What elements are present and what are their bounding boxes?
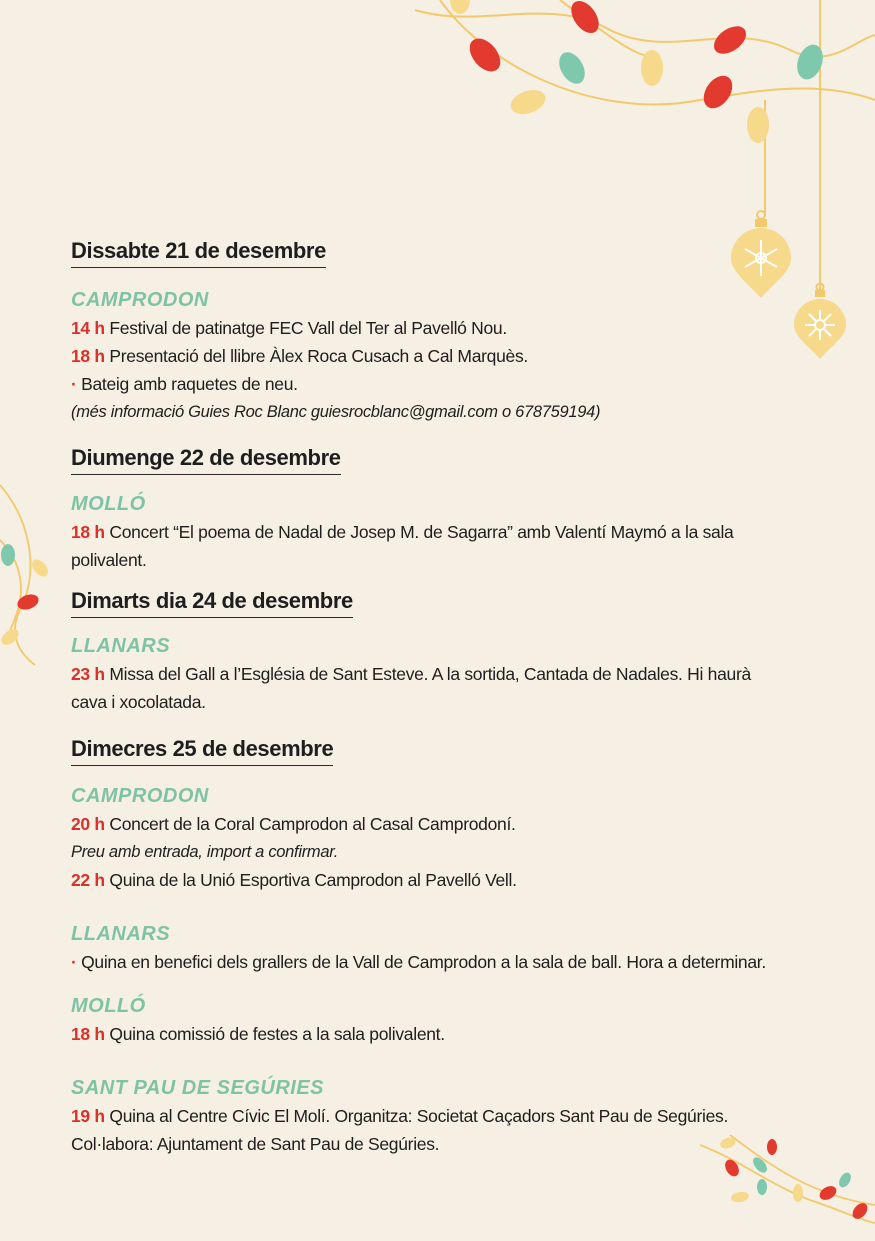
event-continuation: cava i xocolatada.: [71, 692, 206, 712]
event-text: Concert “El poema de Nadal de Josep M. de Sagarra” amb Valentí Maymó a la sala: [109, 522, 734, 542]
event-line: [71, 518, 734, 546]
string-lights-left: [0, 480, 60, 670]
town-block: [71, 1075, 728, 1158]
event-text: Quina de la Unió Esportiva Camprodon al Pavelló Vell.: [109, 870, 517, 890]
town-name: MOLLÓ: [71, 995, 146, 1017]
event-time: 14 h: [71, 318, 105, 338]
event-text: Quina en benefici dels grallers de la Vall de Camprodon a la sala de ball. Hora a determinar.: [81, 952, 766, 972]
event-time: 18 h: [71, 346, 105, 366]
town-name: MOLLÓ: [71, 493, 146, 515]
day-section: [71, 238, 326, 268]
town-block: [71, 993, 445, 1048]
event-time: 22 h: [71, 870, 105, 890]
town-block: [71, 491, 734, 574]
day-heading: Diumenge 22 de desembre: [71, 445, 341, 475]
town-name: LLANARS: [71, 635, 171, 657]
town-name: LLANARS: [71, 923, 171, 945]
town-name: SANT PAU DE SEGÚRIES: [71, 1077, 324, 1099]
event-text: Quina al Centre Cívic El Molí. Organitza: Societat Caçadors Sant Pau de Segúries.: [109, 1106, 729, 1126]
event-text: Missa del Gall a l’Església de Sant Esteve. A la sortida, Cantada de Nadales. Hi haurà: [109, 664, 751, 684]
town-block: [71, 287, 600, 426]
event-line: [71, 342, 600, 370]
day-heading: Dimecres 25 de desembre: [71, 736, 333, 766]
event-line: [71, 370, 600, 398]
event-line: [71, 660, 751, 688]
event-line: [71, 810, 517, 838]
event-line: [71, 314, 600, 342]
event-text: Festival de patinatge FEC Vall del Ter al Pavelló Nou.: [109, 318, 507, 338]
bullet: ·: [71, 374, 77, 394]
event-line: [71, 1102, 728, 1130]
town-name: CAMPRODON: [71, 785, 209, 807]
event-line: [71, 1020, 445, 1048]
day-section: [71, 588, 353, 618]
day-heading: Dissabte 21 de desembre: [71, 238, 326, 268]
town-block: [71, 783, 517, 894]
event-text: Presentació del llibre Àlex Roca Cusach a Cal Marquès.: [109, 346, 528, 366]
event-line: [71, 866, 517, 894]
event-time: 19 h: [71, 1106, 105, 1126]
day-heading: Dimarts dia 24 de desembre: [71, 588, 353, 618]
event-note: Preu amb entrada, import a confirmar.: [71, 843, 339, 861]
event-continuation: polivalent.: [71, 550, 147, 570]
town-name: CAMPRODON: [71, 289, 209, 311]
town-block: [71, 921, 766, 976]
event-text: Concert de la Coral Camprodon al Casal Camprodoní.: [109, 814, 516, 834]
town-block: [71, 633, 751, 716]
day-section: [71, 445, 341, 475]
bullet: ·: [71, 952, 77, 972]
ornament-star-icon: [792, 283, 848, 363]
event-continuation: Col·labora: Ajuntament de Sant Pau de Segúries.: [71, 1134, 440, 1154]
day-section: [71, 736, 333, 766]
ornament-snowflake-icon: [728, 210, 794, 302]
event-line: [71, 948, 766, 976]
event-text: Bateig amb raquetes de neu.: [81, 374, 298, 394]
event-time: 18 h: [71, 1024, 105, 1044]
event-time: 20 h: [71, 814, 105, 834]
event-text: Quina comissió de festes a la sala polivalent.: [109, 1024, 445, 1044]
event-time: 18 h: [71, 522, 105, 542]
event-note: (més informació Guies Roc Blanc guiesrocblanc@gmail.com o 678759194): [71, 403, 601, 421]
event-time: 23 h: [71, 664, 105, 684]
